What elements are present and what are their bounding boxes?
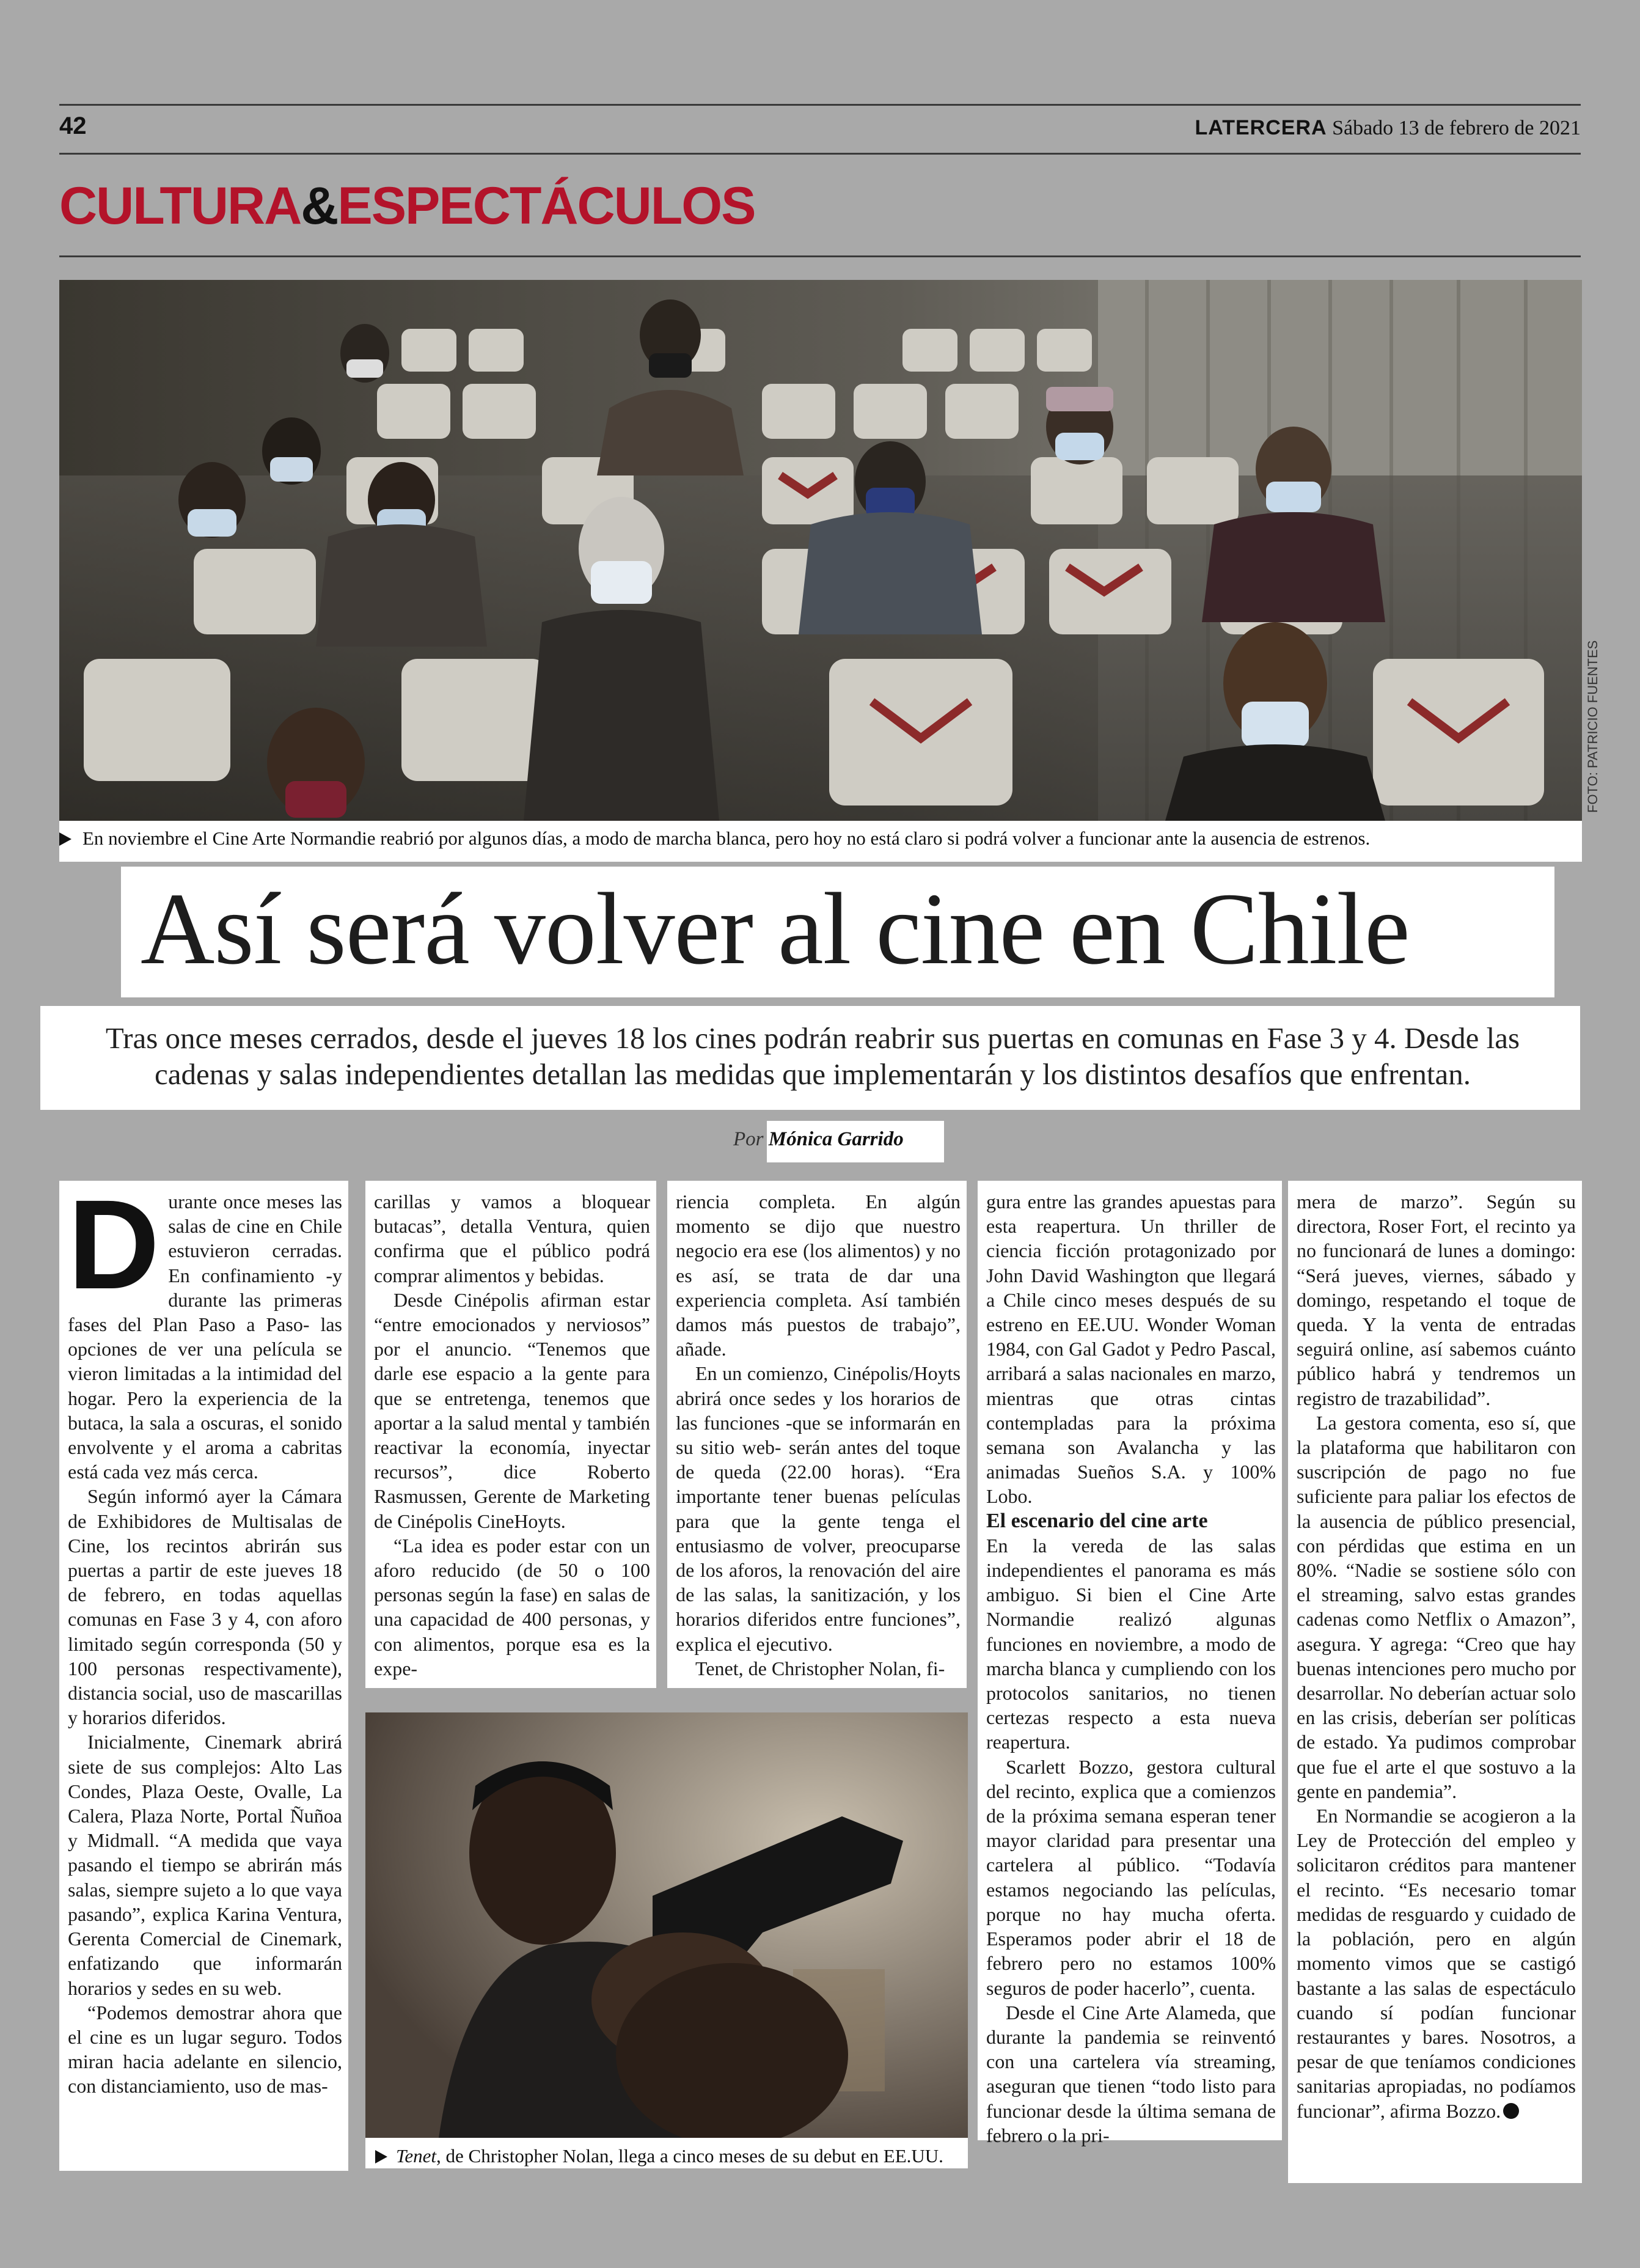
col3-paragraph: Tenet, de Christopher Nolan, fi-: [695, 1657, 945, 1679]
section-rule: [59, 255, 1581, 257]
issue-date: Sábado 13 de febrero de 2021: [1332, 117, 1581, 139]
section-title-amp: &: [301, 177, 338, 235]
caption-arrow-icon: [59, 832, 71, 846]
column-1: [59, 1174, 348, 2171]
byline: [733, 1128, 904, 1151]
column-4: [978, 1181, 1282, 2146]
header-top-rule: [59, 104, 1581, 106]
end-mark-icon: [1503, 2103, 1519, 2119]
column-5: [1288, 1181, 1582, 2183]
second-photo: [365, 1712, 968, 2138]
section-title-part1: CULTURA: [59, 177, 301, 235]
main-photo: [59, 280, 1582, 821]
col1-paragraph: Inicialmente, Cinemark abrirá siete de sus complejos: Alto Las Condes, Plaza Oeste, Ovalle, La Calera, Plaza Norte, Portal Ñuñoa y Midmall. “A medida que vaya pasando el tiempo se abrirán más salas, siempre sujeto a lo que vaya pasando”, explica Karina Ventura, Gerenta Comercial de Cinemark, enfatizando que informarán horarios y sedes en su web.: [68, 1731, 342, 1999]
col4-paragraph: En la vereda de las salas independientes el panorama es más ambiguo. Si bien el Cine Arte Normandie realizó algunas funciones en noviembre, a modo de marcha blanca y cumpliendo con los protocolos sanitarios, no tienen certezas respecto a esta nueva reapertura.: [986, 1534, 1276, 1753]
col1-paragraph: “Podemos demostrar ahora que el cine es un lugar seguro. Todos miran hacia adelante en silencio, con distanciamiento, uso de mas-: [68, 2001, 342, 2097]
second-photo-caption-title: Tenet: [396, 2145, 437, 2167]
brand-name: LATERCERA: [1195, 116, 1327, 139]
col4-paragraph: Scarlett Bozzo, gestora cultural del recinto, explica que a comienzos de la próxima semana esperan tener mayor claridad para presentar una cartelera al público. “Todavía estamos negociando las películas, porque no hay mucha oferta. Esperamos poder abrir el 18 de febrero pero no estamos 100% seguros de poder hacerlo”, cuenta.: [986, 1755, 1276, 1999]
headline: Así será volver al cine en Chile: [141, 872, 1410, 986]
col3-paragraph: riencia completa. En algún momento se dijo que nuestro negocio era ese (los alimentos) y no es así, se trata de dar una experiencia completa. Así también damos más puestos de trabajo”, añade.: [676, 1191, 961, 1360]
col5-paragraph: La gestora comenta, eso sí, que la plataforma que habilitaron con suscripción de pago no fue suficiente para paliar los efectos de la ausencia de público presencial, con pérdidas que estima en un 80%. “Nadie se sostiene sólo con el streaming, salvo estas grandes cadenas como Netflix o Amazon”, asegura. Y agrega: “Creo que hay buenas intenciones pero mucho por desarrollar. No deberían actuar solo en las crisis, deberían ser políticas de estado. Ya pudimos comprobar que fue el arte el que sostuvo a la gente en pandemia”.: [1297, 1411, 1576, 1802]
col4-paragraph: Desde el Cine Arte Alameda, que durante la pandemia se reinventó con una cartelera vía streaming, aseguran que tienen “todo listo para funcionar desde la última semana de febrero o la pri-: [986, 2001, 1276, 2146]
col2-paragraph: carillas y vamos a bloquear butacas”, detalla Ventura, quien confirma que el público podrá comprar alimentos y bebidas.: [374, 1191, 650, 1286]
col2-paragraph: “La idea es poder estar con un aforo reducido (de 50 o 100 personas según la fase) en salas de una capacidad de 400 personas, y con alimentos, porque esa es la expe-: [374, 1534, 650, 1679]
byline-author: Mónica Garrido: [768, 1128, 904, 1150]
section-title: [59, 176, 755, 237]
col4-subhead: El escenario del cine arte: [986, 1509, 1208, 1532]
column-3: [667, 1181, 967, 1688]
main-photo-caption: [59, 828, 1538, 850]
col4-paragraph: gura entre las grandes apuestas para esta reapertura. Un thriller de ciencia ficción protagonizado por John David Washington que llegará a Chile cinco meses después de su estreno en EE.UU. Wonder Woman 1984, con Gal Gadot y Pedro Pascal, arribará a salas nacionales en marzo, mientras que otras cintas contempladas para la próxima semana son Avalancha y las animadas Sueños S.A. y 100% Lobo.: [986, 1191, 1276, 1508]
col2-paragraph: Desde Cinépolis afirman estar “entre emocionados y nerviosos” por el anuncio. “Tenemos que darle ese espacio a la gente para que se entretenga, tenemos que aportar a la salud mental y también reactivar la economía, inyectar recursos”, dice Roberto Rasmussen, Gerente de Marketing de Cinépolis CineHoyts.: [374, 1288, 650, 1532]
header-bottom-rule: [59, 153, 1581, 155]
byline-prefix: Por: [733, 1128, 764, 1150]
tenet-still-image: [365, 1712, 968, 2138]
second-photo-caption-text: , de Christopher Nolan, llega a cinco meses de su debut en EE.UU.: [436, 2145, 943, 2167]
photo-credit: FOTO: PATRICIO FUENTES: [1585, 640, 1600, 813]
cinema-audience-image: [59, 280, 1582, 821]
dateline: [1195, 116, 1581, 140]
page-number: 42: [59, 112, 87, 139]
caption-arrow-icon: [375, 2150, 387, 2163]
col5-paragraph: [1297, 1804, 1576, 2123]
second-photo-caption: [375, 2145, 962, 2167]
col1-paragraph: urante once meses las salas de cine en Chile estuvieron cerradas. En confinamiento -y durante las primeras fases del Plan Paso a Paso- las opciones de ver una película se vieron limitadas a la intimidad del hogar. Pero la experiencia de la butaca, la sala a oscuras, el sonido envolvente y el aroma a cabritas está cada vez más cerca.: [68, 1191, 342, 1483]
deck: Tras once meses cerrados, desde el jueves 18 los cines podrán reabrir sus puertas en comunas en Fase 3 y 4. Desde las cadenas y salas independientes detallan las medidas que implementarán y los distintos desafíos que enfrentan.: [105, 1021, 1520, 1091]
col5-paragraph: mera de marzo”. Según su directora, Roser Fort, el recinto ya no funcionará de lunes a domingo: “Será jueves, viernes, sábado y domingo, respetando el toque de queda. Y la venta de entradas seguirá online, así sabemos cuánto público habrá y tendremos un registro de trazabilidad”.: [1297, 1191, 1576, 1409]
main-photo-caption-text: En noviembre el Cine Arte Normandie reabrió por algunos días, a modo de marcha blanca, pero hoy no está claro si podrá volver a funcionar ante la ausencia de estrenos.: [82, 828, 1371, 849]
col1-paragraph: Según informó ayer la Cámara de Exhibidores de Multisalas de Cine, los recintos abrirán sus puertas a partir de este jueves 18 de febrero, en todas aquellas comunas en Fase 3 y 4, con aforo limitado según corresponda (50 y 100 personas respectivamente), distancia social, uso de mascarillas y horarios diferidos.: [68, 1485, 342, 1729]
section-title-part2: ESPECTÁCULOS: [337, 177, 755, 235]
col5-final-paragraph-text: En Normandie se acogieron a la Ley de Protección del empleo y solicitaron créditos para mantener el recinto. “Es necesario tomar medidas de resguardo y cuidado de la población, pero en algún momento vimos que se castigó bastante a las salas de espectáculo cuando sí podían funcionar restaurantes y bares. Nosotros, a pesar de que teníamos condiciones sanitarias apropiadas, no podíamos funcionar”, afirma Bozzo.: [1297, 1805, 1576, 2122]
col3-paragraph: En un comienzo, Cinépolis/Hoyts abrirá once sedes y los horarios de las funciones -que se informarán en su sitio web- serán antes del toque de queda (22.00 horas). “Era importante tener buenas películas para que la gente tenga el entusiasmo de volver, preocuparse de los aforos, la renovación del aire de las salas, la sanitización, y los horarios diferidos entre funciones”, explica el ejecutivo.: [676, 1362, 961, 1655]
dropcap: D: [68, 1174, 160, 1316]
column-2: [365, 1181, 656, 1688]
